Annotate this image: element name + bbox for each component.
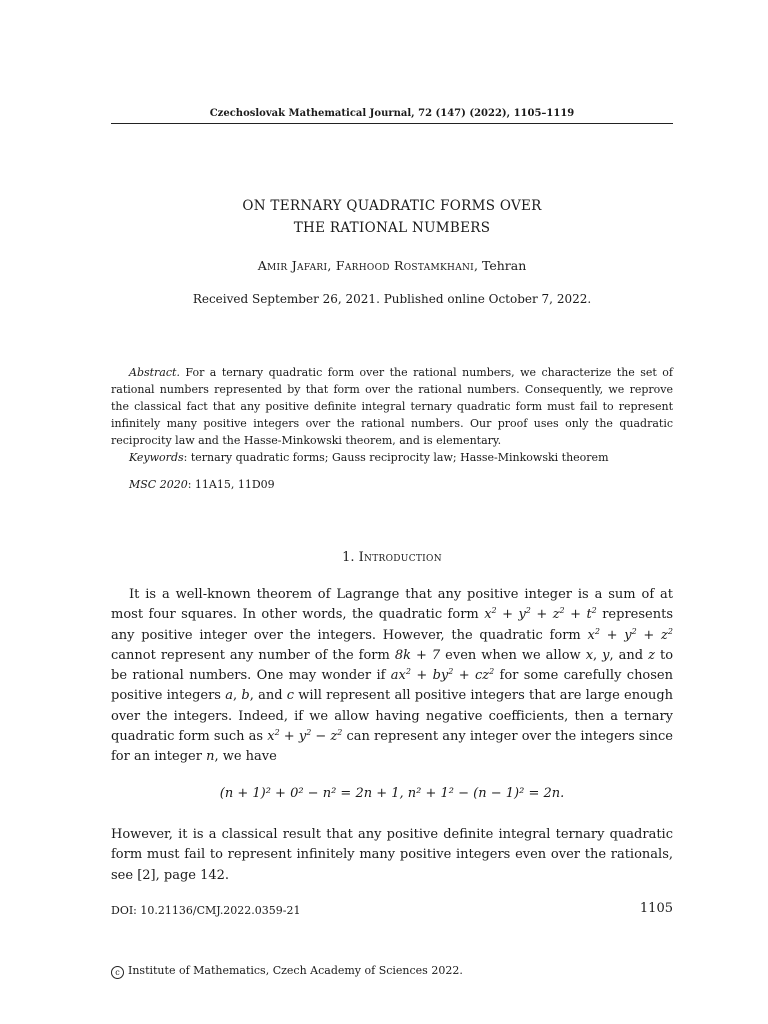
section-number: 1. [342,550,359,565]
paragraph-2: However, it is a classical result that any positive definite integral ternary quadratic form must fail to represent infinitely many positive integers even over the rationals, see [2], page 142. [111,827,673,883]
header-rule [111,123,673,124]
math-inline: n [206,749,215,765]
math-inline: b [241,688,250,704]
title-line-1: ON TERNARY QUADRATIC FORMS OVER [242,198,542,214]
paragraph-1-text: to be rational numbers. One may wonder if [111,647,674,684]
doi: DOI: 10.21136/CMJ.2022.0359-21 [111,904,301,917]
math-inline: c [286,688,295,704]
paper-title [111,195,673,239]
journal-header: Czechoslovak Mathematical Journal, 72 (147) (2022), 1105–1119 [209,108,575,119]
copyright-text: Institute of Mathematics, Czech Academy of Sciences 2022. [128,964,463,977]
paragraph-1-text: even when we allow [440,647,586,663]
section-heading [111,550,673,565]
paragraph-1-text: It is a well-known theorem of Lagrange that any positive integer is a sum of at most four squares. In other words, the quadratic form [111,587,673,623]
msc-text: : 11A15, 11D09 [187,478,275,491]
paragraph-1-text: can represent any integer over the integers since for an integer [111,729,673,765]
authors [111,258,673,273]
abstract-label: Abstract. [129,366,180,379]
paragraph-1-text: , we have [214,749,277,765]
msc-classification [129,477,673,493]
section-title: Introduction [358,550,442,565]
msc-label: MSC 2020 [129,478,188,491]
abstract [111,364,673,449]
paragraph-1-text: will represent all positive integers that are large enough over the integers. Indeed, if we allow having negative coefficients, then a ternary quadratic form such as [111,688,674,745]
copyright-icon: c [111,966,124,979]
page-number: 1105 [639,901,673,916]
author-location: , Tehran [474,258,527,273]
keywords-label: Keywords [129,451,184,464]
paragraph-1: It is a well-known theorem of Lagrange that any positive integer is a sum of at most four squares. In other words, the quadratic form $x^2 + y^2 + z^2 + t^2$ represents any positive integer over the integers. However, the quadratic form $x^2 + y^2 + z^2$ cannot represent any number of the form 8k + 7 even when we allow x, y, and z to be rational numbers. One may wonder if $ax^2 + by^2 + cz^2$ for some carefully chosen positive integers a, b, and c will represent all positive integers that are large enough over the integers. Indeed, if we allow having negative coefficients, then a ternary quadratic form such as $x^2 + y^2 - z^2$ can represent any integer over the integers since for an integer n, we have [111,587,674,765]
paragraph-1-text: , and [249,688,287,704]
math-inline: a [225,688,233,704]
math-inline: $x^2 + y^2 - z^2$ [267,728,343,745]
paragraph-1-text: for some carefully chosen positive integers [111,668,674,704]
paragraph-1-text: cannot represent any number of the form [111,647,395,663]
math-inline: 8k + 7 [394,647,441,663]
received-dates: Received September 26, 2021. Published online October 7, 2022. [192,292,592,306]
keywords [129,450,673,466]
abstract-text: For a ternary quadratic form over the rational numbers, we characterize the set of rational numbers represented by that form over the rational numbers. Consequently, we reprove the classical fact that any positive definite integral ternary quadratic form must fail to represent infinitely many positive integers over the rational numbers. Our proof uses only the quadratic reciprocity law and the Hasse-Minkowski theorem, and is elementary. [111,366,673,447]
display-equation: (n + 1)² + 0² − n² = 2n + 1, n² + 1² − (n − 1)² = 2n. [219,786,565,801]
paragraph-1-text: , and [609,647,649,663]
math-inline: z [648,647,655,663]
math-inline: x [585,647,594,663]
title-line-2: THE RATIONAL NUMBERS [293,220,491,236]
math-inline: $ax^2 + by^2 + cz^2$ [390,667,495,684]
math-inline: y [602,647,610,663]
copyright-notice [111,964,463,979]
math-inline: $x^2 + y^2 + z^2 + t^2$ [484,606,597,623]
paragraph-1-text: represents any positive integer over the integers. However, the quadratic form [111,607,673,643]
author-names: Amir Jafari, Farhood Rostamkhani [257,258,475,273]
keywords-text: : ternary quadratic forms; Gauss reciprocity law; Hasse-Minkowski theorem [183,451,609,464]
math-inline: $x^2 + y^2 + z^2$ [587,626,673,643]
